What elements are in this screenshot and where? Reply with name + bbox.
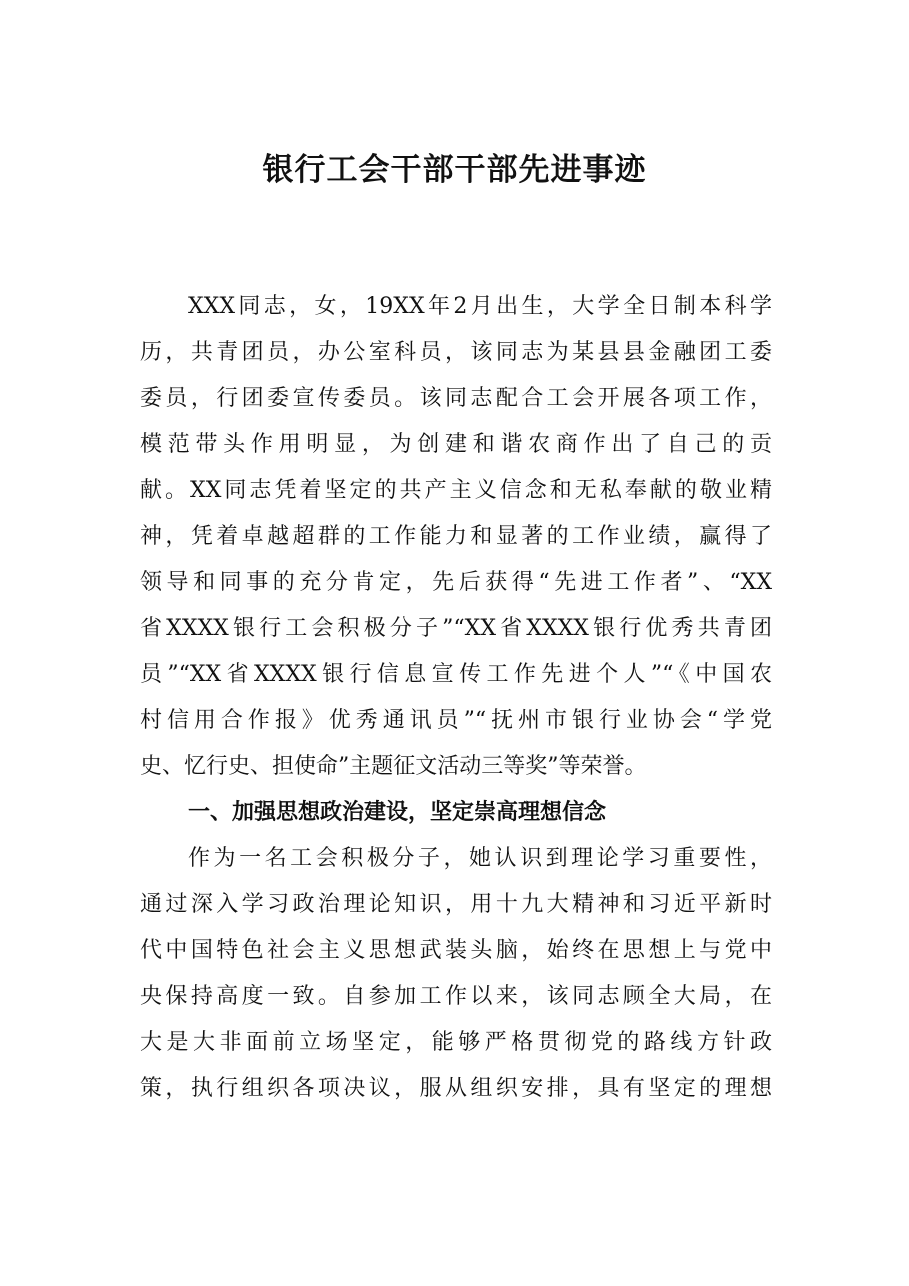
document-body: [140, 284, 772, 1112]
paragraph-line: 献。XX同志凭着坚定的共产主义信念和无私奉献的敬业精: [140, 478, 772, 503]
document-title: 银行工会干部干部先进事迹: [262, 152, 647, 188]
paragraph-line: 模范带头作用明显，为创建和谐农商作出了自己的贡: [140, 432, 772, 457]
section-heading: 一、加强思想政治建设，坚定崇高理想信念: [188, 800, 607, 825]
paragraph-line: 作为一名工会积极分子，她认识到理论学习重要性，: [188, 846, 772, 871]
paragraph-line: XXX同志，女，19XX年2月出生，大学全日制本科学: [188, 294, 772, 319]
paragraph-line: 村信用合作报》优秀通讯员”“抚州市银行业协会“学党: [140, 708, 772, 733]
paragraph-1: [140, 284, 772, 790]
paragraph-line: 央保持高度一致。自参加工作以来，该同志顾全大局，在: [140, 984, 772, 1009]
paragraph-line: 委员，行团委宣传委员。该同志配合工会开展各项工作，: [140, 386, 772, 411]
paragraph-line: 代中国特色社会主义思想武装头脑，始终在思想上与党中: [140, 938, 772, 963]
paragraph-line: 通过深入学习政治理论知识，用十九大精神和习近平新时: [140, 892, 772, 917]
paragraph-line: 大是大非面前立场坚定，能够严格贯彻党的路线方针政: [140, 1030, 772, 1055]
paragraph-line: 史、忆行史、担使命”主题征文活动三等奖”等荣誉。: [140, 754, 647, 779]
paragraph-line: 领导和同事的充分肯定，先后获得“先进工作者”、“XX: [140, 570, 772, 595]
paragraph-line: 策，执行组织各项决议，服从组织安排，具有坚定的理想: [140, 1076, 772, 1101]
paragraph-2: [140, 836, 772, 1112]
paragraph-line: 省XXXX银行工会积极分子”“XX省XXXX银行优秀共青团: [140, 616, 772, 641]
paragraph-line: 历，共青团员，办公室科员，该同志为某县县金融团工委: [140, 340, 772, 365]
paragraph-line: 神，凭着卓越超群的工作能力和显著的工作业绩，赢得了: [140, 524, 772, 549]
paragraph-line: 员”“XX省XXXX银行信息宣传工作先进个人”“《中国农: [140, 662, 772, 687]
